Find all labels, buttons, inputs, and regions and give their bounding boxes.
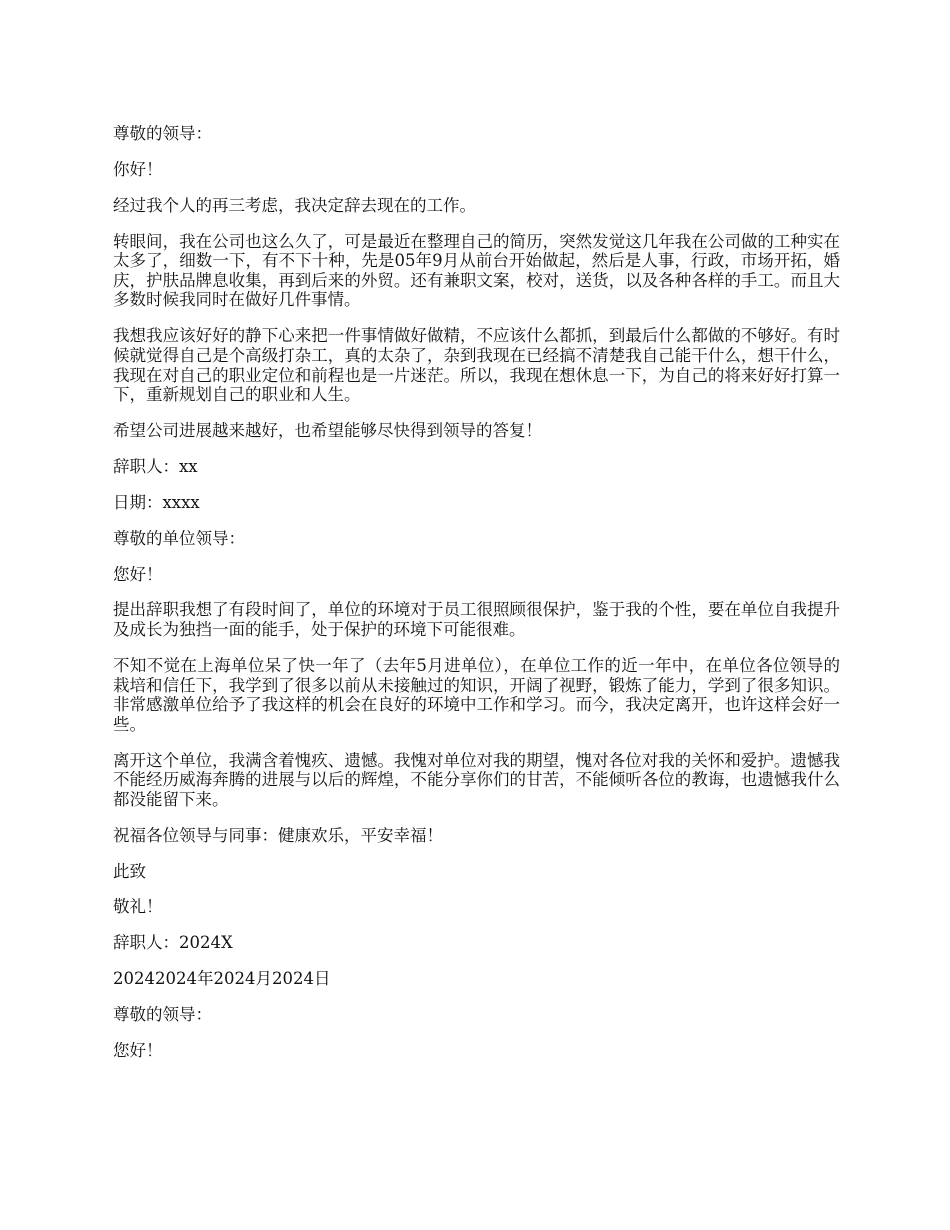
signature-line: 辞职人：xx <box>113 456 198 476</box>
date-line: 日期：xxxx <box>113 492 200 512</box>
greeting: 您好！ <box>113 564 163 584</box>
paragraph: 希望公司进展越来越好，也希望能够尽快得到领导的答复！ <box>113 421 542 441</box>
date-line: 20242024年2024月2024日 <box>113 969 331 989</box>
paragraph: 经过我个人的再三考虑，我决定辞去现在的工作。 <box>113 195 476 215</box>
paragraph: 离开这个单位，我满含着愧疚、遗憾。我愧对单位对我的期望，愧对各位对我的关怀和爱护。遗憾我不能经历威海奔腾的进展与以后的辉煌，不能分享你们的甘苦，不能倾听各位的教诲，也遗憾我什么都没能留下来。 <box>113 750 840 809</box>
document-body <box>113 124 840 1077</box>
closing: 此致 <box>113 861 146 881</box>
salutation: 尊敬的领导： <box>113 1005 212 1025</box>
salutation: 尊敬的单位领导： <box>113 528 245 548</box>
paragraph: 我想我应该好好的静下心来把一件事情做好做精，不应该什么都抓，到最后什么都做的不够好。有时候就觉得自己是个高级打杂工，真的太杂了，杂到我现在已经搞不清楚我自己能干什么，想干什么，我现在对自己的职业定位和前程也是一片迷茫。所以，我现在想休息一下，为自己的将来好好打算一下，重新规划自己的职业和人生。 <box>113 326 840 405</box>
paragraph: 祝福各位领导与同事：健康欢乐，平安幸福！ <box>113 825 443 845</box>
paragraph: 提出辞职我想了有段时间了，单位的环境对于员工很照顾很保护，鉴于我的个性，要在单位自我提升及成长为独挡一面的能手，处于保护的环境下可能很难。 <box>113 600 840 640</box>
greeting: 你好！ <box>113 159 163 179</box>
closing: 敬礼！ <box>113 897 163 917</box>
paragraph: 转眼间，我在公司也这么久了，可是最近在整理自己的简历，突然发觉这几年我在公司做的工种实在太多了，细数一下，有不下十种，先是05年9月从前台开始做起，然后是人事，行政，市场开拓，婚庆，护肤品牌息收集，再到后来的外贸。还有兼职文案，校对，送货，以及各种各样的手工。而且大多数时候我同时在做好几件事情。 <box>113 231 840 310</box>
paragraph: 不知不觉在上海单位呆了快一年了（去年5月进单位），在单位工作的近一年中，在单位各位领导的栽培和信任下，我学到了很多以前从未接触过的知识，开阔了视野，锻炼了能力，学到了很多知识。非常感激单位给予了我这样的机会在良好的环境中工作和学习。而今，我决定离开，也许这样会好一些。 <box>113 655 840 734</box>
greeting: 您好！ <box>113 1041 163 1061</box>
signature-line: 辞职人：2024X <box>113 933 233 953</box>
salutation: 尊敬的领导： <box>113 124 212 143</box>
